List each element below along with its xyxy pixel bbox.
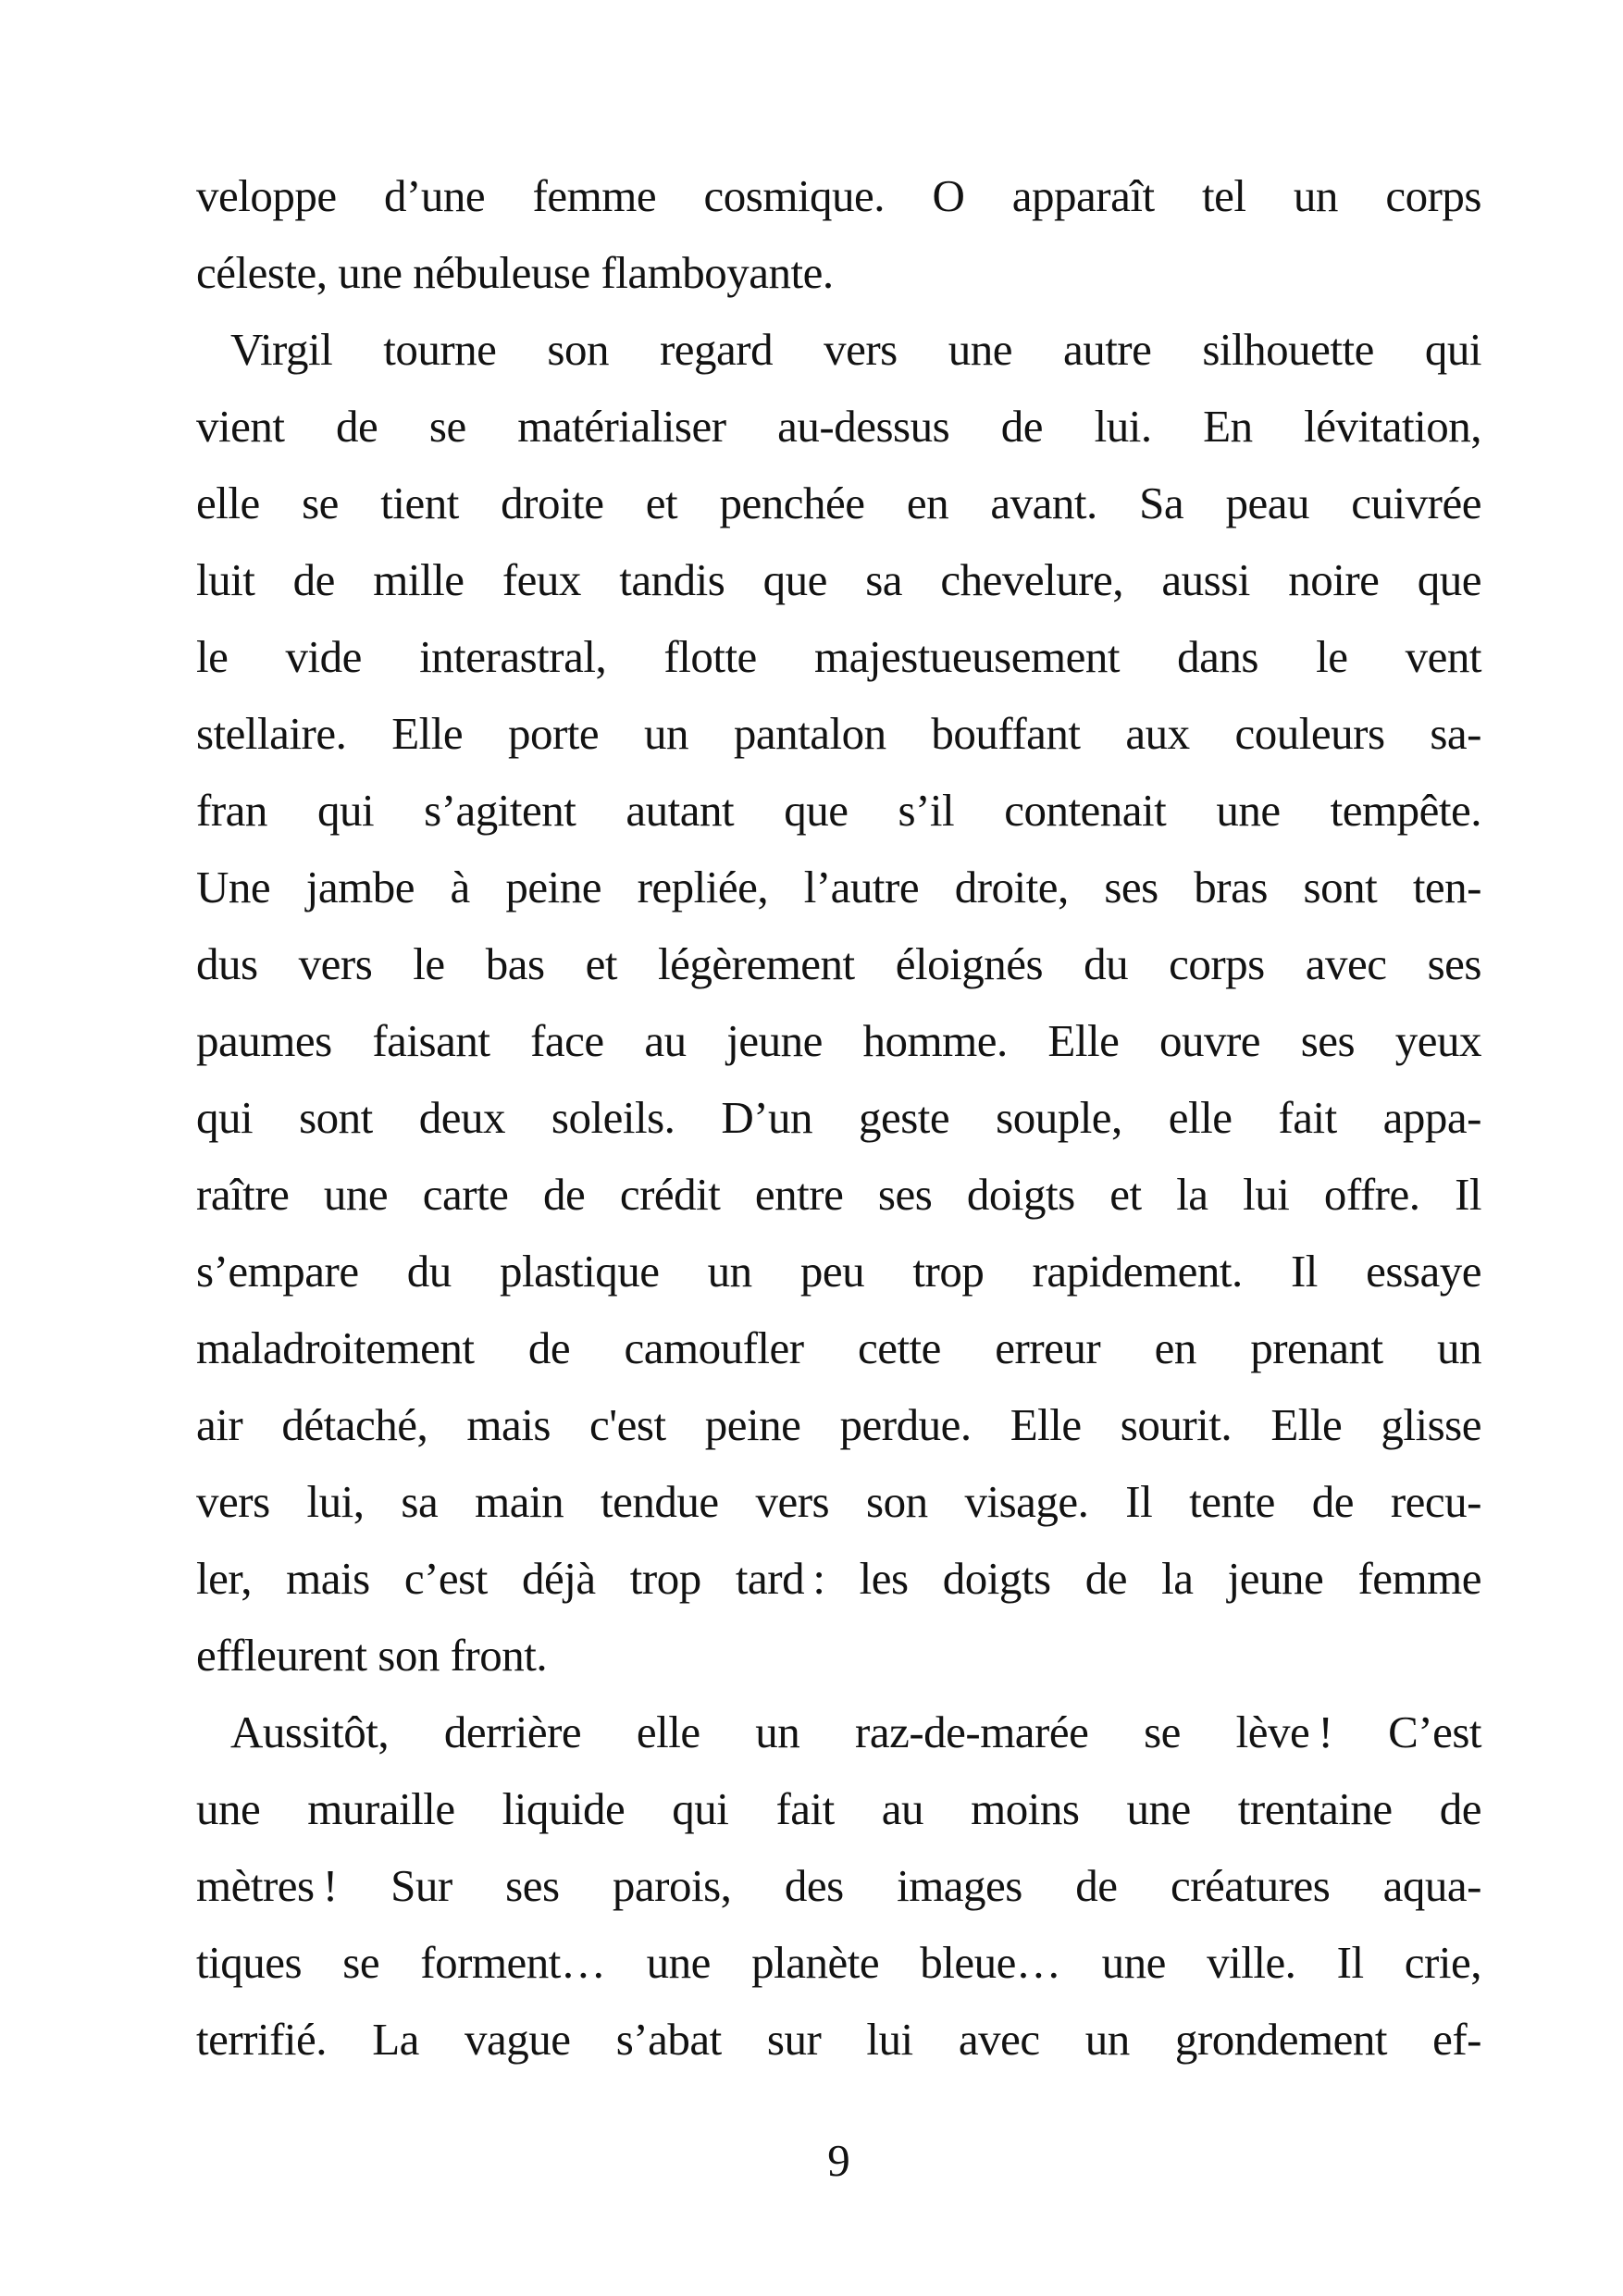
text-line: effleurent son front.: [196, 1630, 548, 1681]
text-line: tiques se forment… une planète bleue… une ville. Il crie,: [196, 1937, 1481, 1988]
text-line: Virgil tourne son regard vers une autre silhouette qui: [230, 324, 1481, 375]
text-line: paumes faisant face au jeune homme. Elle ouvre ses yeux: [196, 1015, 1481, 1066]
text-line: luit de mille feux tandis que sa chevelure, aussi noire que: [196, 554, 1481, 605]
text-line: Une jambe à peine repliée, l’autre droite, ses bras sont ten-: [196, 862, 1481, 912]
text-line: ler, mais c’est déjà trop tard : les doigts de la jeune femme: [196, 1553, 1481, 1604]
text-line: s’empare du plastique un peu trop rapidement. Il essaye: [196, 1246, 1481, 1297]
text-line: terrifié. La vague s’abat sur lui avec un grondement ef-: [196, 2014, 1481, 2065]
text-line: céleste, une nébuleuse flamboyante.: [196, 247, 834, 298]
text-line: elle se tient droite et penchée en avant. Sa peau cuivrée: [196, 478, 1481, 528]
text-line: dus vers le bas et légèrement éloignés du corps avec ses: [196, 938, 1481, 989]
text-line: mètres ! Sur ses parois, des images de créatures aqua-: [196, 1860, 1481, 1911]
text-line: le vide interastral, flotte majestueusement dans le vent: [196, 631, 1481, 682]
text-line: air détaché, mais c'est peine perdue. Elle sourit. Elle glisse: [196, 1399, 1481, 1450]
page-number: 9: [827, 2135, 850, 2186]
text-line: vient de se matérialiser au-dessus de lui. En lévitation,: [196, 401, 1481, 452]
text-line: veloppe d’une femme cosmique. O apparaît tel un corps: [196, 170, 1481, 221]
text-line: qui sont deux soleils. D’un geste souple, elle fait appa-: [196, 1092, 1481, 1143]
text-line: une muraille liquide qui fait au moins une trentaine de: [196, 1783, 1481, 1834]
page-text-block: [196, 157, 1481, 2078]
text-line: Aussitôt, derrière elle un raz-de-marée se lève ! C’est: [230, 1706, 1481, 1757]
text-line: fran qui s’agitent autant que s’il contenait une tempête.: [196, 785, 1481, 836]
text-line: raître une carte de crédit entre ses doigts et la lui offre. Il: [196, 1169, 1481, 1220]
text-line: vers lui, sa main tendue vers son visage. Il tente de recu-: [196, 1476, 1481, 1527]
text-line: maladroitement de camoufler cette erreur en prenant un: [196, 1322, 1481, 1373]
text-line: stellaire. Elle porte un pantalon bouffant aux couleurs sa-: [196, 708, 1481, 759]
